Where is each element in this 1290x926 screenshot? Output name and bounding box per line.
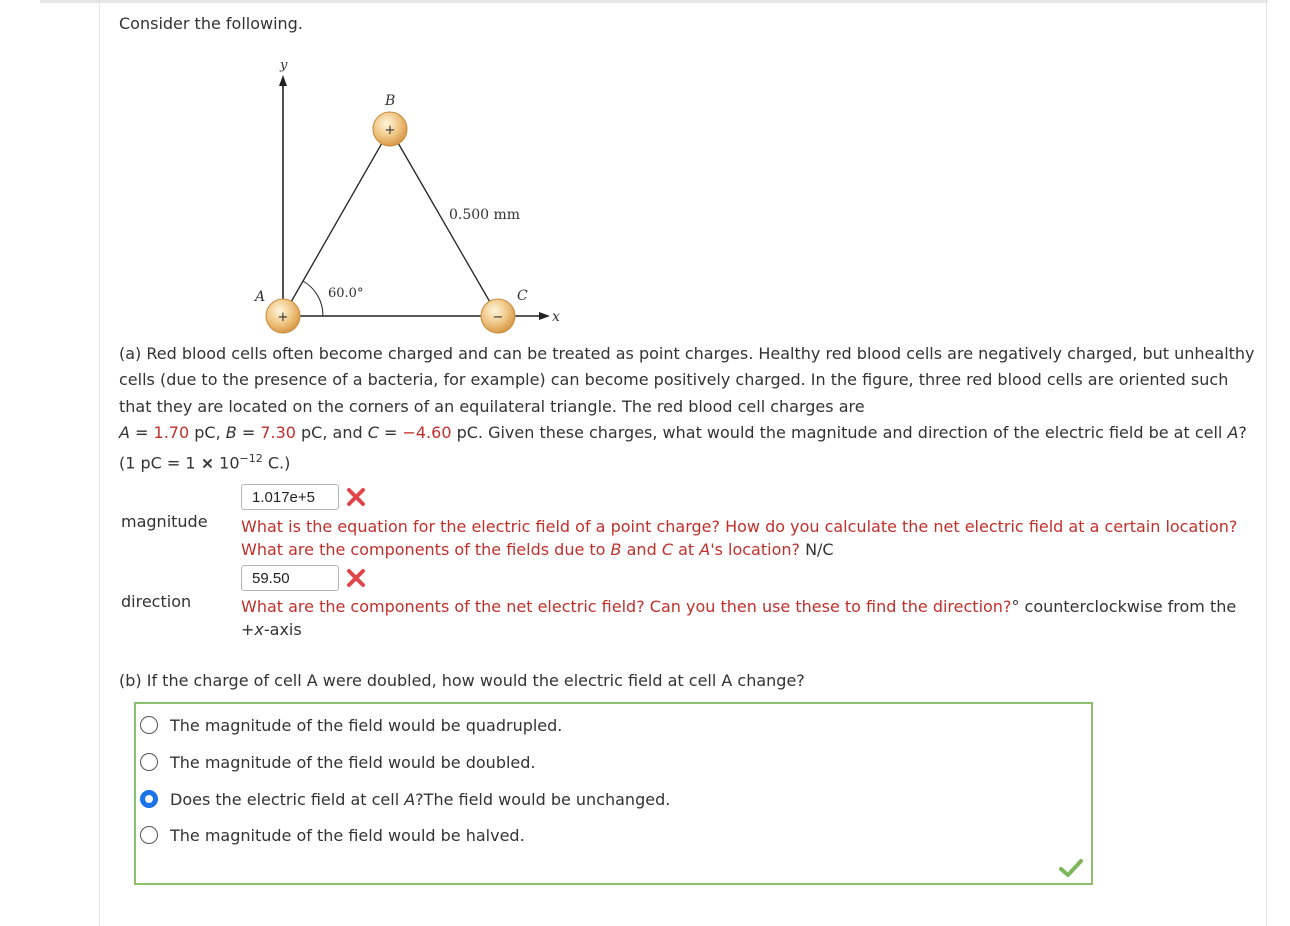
part-b-choices <box>134 702 1093 885</box>
cell-c-label: C <box>517 288 528 304</box>
y-axis-label: y <box>280 58 288 73</box>
charge-b-value: 7.30 <box>260 422 296 442</box>
top-divider <box>40 0 1268 3</box>
intro-text: Consider the following. <box>119 14 303 33</box>
hint-and: and <box>621 539 662 559</box>
direction-label: direction <box>121 592 192 611</box>
cell-a-label: A <box>255 289 266 305</box>
cell-label: A <box>1227 422 1239 442</box>
cell-a-sign: + <box>277 310 289 325</box>
direction-hint: What are the components of the net electric field? Can you then use these to find the direction? <box>241 597 1012 616</box>
hint-end: 's location? <box>710 539 800 559</box>
times-symbol: × <box>200 453 215 473</box>
exponent: −12 <box>239 452 263 466</box>
choice-label: The magnitude of the field would be quadrupled. <box>170 715 563 735</box>
eq-sign-b: = <box>236 422 261 442</box>
ten-base: 10 <box>214 453 240 473</box>
charge-a-value: 1.70 <box>153 422 190 442</box>
choice-cell: A <box>404 789 416 809</box>
correct-check-icon <box>1059 859 1083 877</box>
part-a-question <box>119 341 1259 477</box>
x-axis-label: x <box>552 309 560 325</box>
eq-sign-a: = <box>129 422 154 442</box>
magnitude-hint: What is the equation for the electric field of a point charge? How do you calculate the net electric field at a certain location? What are the components of the fields due to <box>241 517 1238 559</box>
frame-left-border <box>99 0 100 926</box>
choice-label: The magnitude of the field would be doubled. <box>170 752 536 772</box>
choice-label <box>170 790 670 809</box>
direction-unit: ° counterclockwise from the + <box>241 597 1237 639</box>
radio-button-selected[interactable] <box>140 790 158 808</box>
sep-3: pC. Given these charges, what would the magnitude and direction of the electric field be at cell <box>451 422 1228 442</box>
radio-button[interactable] <box>140 826 158 844</box>
magnitude-label: magnitude <box>121 512 208 531</box>
side-length-label: 0.500 mm <box>449 207 521 223</box>
choice-text-end: ?The field would be unchanged. <box>415 789 671 809</box>
triangle-charges-figure <box>240 52 560 342</box>
choice-doubled[interactable] <box>140 747 536 777</box>
magnitude-unit: N/C <box>799 539 834 559</box>
x-axis-arrow-icon <box>539 312 550 320</box>
direction-axis: x <box>254 619 264 639</box>
hint-c: C <box>661 539 673 559</box>
choice-quadrupled[interactable] <box>140 710 562 740</box>
radio-button[interactable] <box>140 716 158 734</box>
part-a-text: (a) Red blood cells often become charged and can be treated as point charges. Healthy red blood cells are negatively charged, but unhealthy cells (due to the presence of a bacteria, for example) can become positively charged. In the figure, three red blood cells are oriented such that they are located on the corners of an equilateral triangle. The red blood cell charges are <box>119 344 1255 416</box>
part-b-question: (b) If the charge of cell A were doubled, how would the electric field at cell A change? <box>119 671 805 690</box>
cell-b-sign: + <box>384 123 396 138</box>
choice-text: Does the electric field at cell <box>170 789 405 809</box>
hint-a: A <box>699 539 711 559</box>
choice-unchanged[interactable] <box>140 784 670 814</box>
eq-sign-c: = <box>378 422 403 442</box>
charge-c-value: −4.60 <box>402 422 452 442</box>
unit-end: C.) <box>262 453 291 473</box>
choice-label: The magnitude of the field would be halved. <box>170 825 525 845</box>
direction-answer-input[interactable]: 59.50 <box>241 565 339 591</box>
hint-at: at <box>672 539 700 559</box>
angle-label: 60.0° <box>328 286 364 301</box>
cell-b-label: B <box>385 93 396 109</box>
direction-feedback <box>241 596 1251 641</box>
angle-arc <box>303 281 323 316</box>
direction-axis-end: -axis <box>263 619 302 639</box>
incorrect-x-icon <box>344 485 368 509</box>
question-end: ? (1 pC = 1 <box>119 422 1247 473</box>
charge-b-label: B <box>225 422 237 442</box>
radio-button[interactable] <box>140 753 158 771</box>
hint-b: B <box>610 539 622 559</box>
cell-c-sign: − <box>492 310 504 325</box>
charge-a-label: A <box>119 422 130 442</box>
sep-2: pC, and <box>295 422 368 442</box>
magnitude-answer-input[interactable]: 1.017e+5 <box>241 484 339 510</box>
choice-halved[interactable] <box>140 820 525 850</box>
incorrect-x-icon <box>344 566 368 590</box>
charge-c-label: C <box>367 422 379 442</box>
y-axis-arrow-icon <box>279 75 287 86</box>
frame-right-border <box>1266 0 1267 926</box>
sep-1: pC, <box>189 422 226 442</box>
magnitude-feedback <box>241 516 1251 561</box>
